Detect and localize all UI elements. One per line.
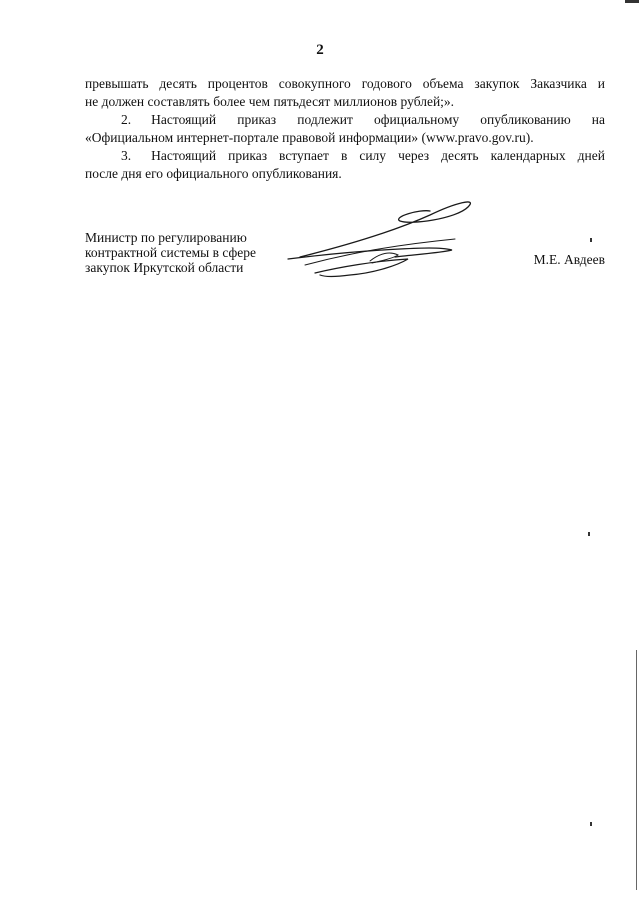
scan-mark [636,650,637,890]
paragraph-2-text: Настоящий приказ подлежит официальному опубликованию на [151,112,605,127]
paragraph-3-text: Настоящий приказ вступает в силу через десять календарных дней [151,148,605,163]
page-number: 2 [316,42,324,58]
signer-position-line-2: контрактной системы в сфере [85,245,256,260]
signature-block [85,230,605,300]
signer-position [85,230,256,275]
paragraph-3-line-1 [85,147,605,165]
paragraph-3-line-2: после дня его официального опубликования. [85,166,342,181]
signer-name: М.Е. Авдеев [533,252,605,267]
paragraph-1-line-1: превышать десять процентов совокупного годового объема закупок Заказчика и [85,76,605,91]
paragraph-2-number: 2. [121,112,132,127]
paragraph-3-number: 3. [121,148,132,163]
signer-position-line-3: закупок Иркутской области [85,260,244,275]
scan-mark [590,238,592,242]
scan-mark [590,822,592,826]
signer-position-line-1: Министр по регулированию [85,230,247,245]
scan-mark [625,0,639,3]
scan-mark [588,532,590,536]
paragraph-1-line-2: не должен составлять более чем пятьдесят миллионов рублей;». [85,94,455,109]
paragraph-2-line-1 [85,111,605,129]
document-body [85,75,605,183]
paragraph-2-line-2: «Официальном интернет-портале правовой информации» (www.pravo.gov.ru). [85,130,534,145]
handwritten-signature [280,195,480,295]
